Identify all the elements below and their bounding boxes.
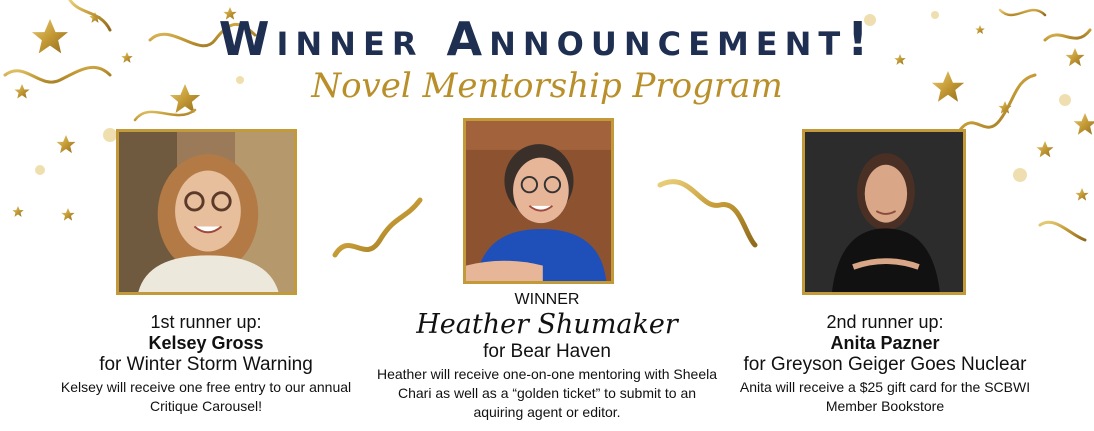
winner-section xyxy=(372,291,722,422)
placement-label: 2nd runner up: xyxy=(826,312,944,332)
first-runner-up-section xyxy=(56,312,356,416)
book-title: for Bear Haven xyxy=(483,341,611,362)
book-title: for Winter Storm Warning xyxy=(99,354,313,375)
program-subtitle: Novel Mentorship Program xyxy=(311,66,783,106)
second-runner-up-section xyxy=(720,312,1050,416)
kelsey-portrait-image xyxy=(119,132,294,292)
portrait-photo-right xyxy=(802,129,966,295)
portrait-photo-left xyxy=(116,129,297,295)
page-title: Winner Announcement! xyxy=(218,12,876,66)
runner-up-name: Anita Pazner xyxy=(830,333,940,353)
heather-portrait-image xyxy=(466,121,611,281)
prize-description: Kelsey will receive one free entry to our annual Critique Carousel! xyxy=(60,379,352,414)
portrait-photo-winner xyxy=(463,118,614,284)
winner-name: Heather Shumaker xyxy=(416,309,678,340)
placement-label: 1st runner up: xyxy=(150,312,262,332)
anita-portrait-image xyxy=(805,132,963,292)
prize-description: Anita will receive a $25 gift card for the SCBWI Member Bookstore xyxy=(739,379,1031,414)
book-title: for Greyson Geiger Goes Nuclear xyxy=(743,354,1027,375)
runner-up-name: Kelsey Gross xyxy=(148,333,264,353)
prize-description: Heather will receive one-on-one mentoring with Sheela Chari as well as a “golden ticket” to submit to an aquiring agent or editor. xyxy=(376,366,718,420)
winner-label: WINNER xyxy=(514,291,580,308)
